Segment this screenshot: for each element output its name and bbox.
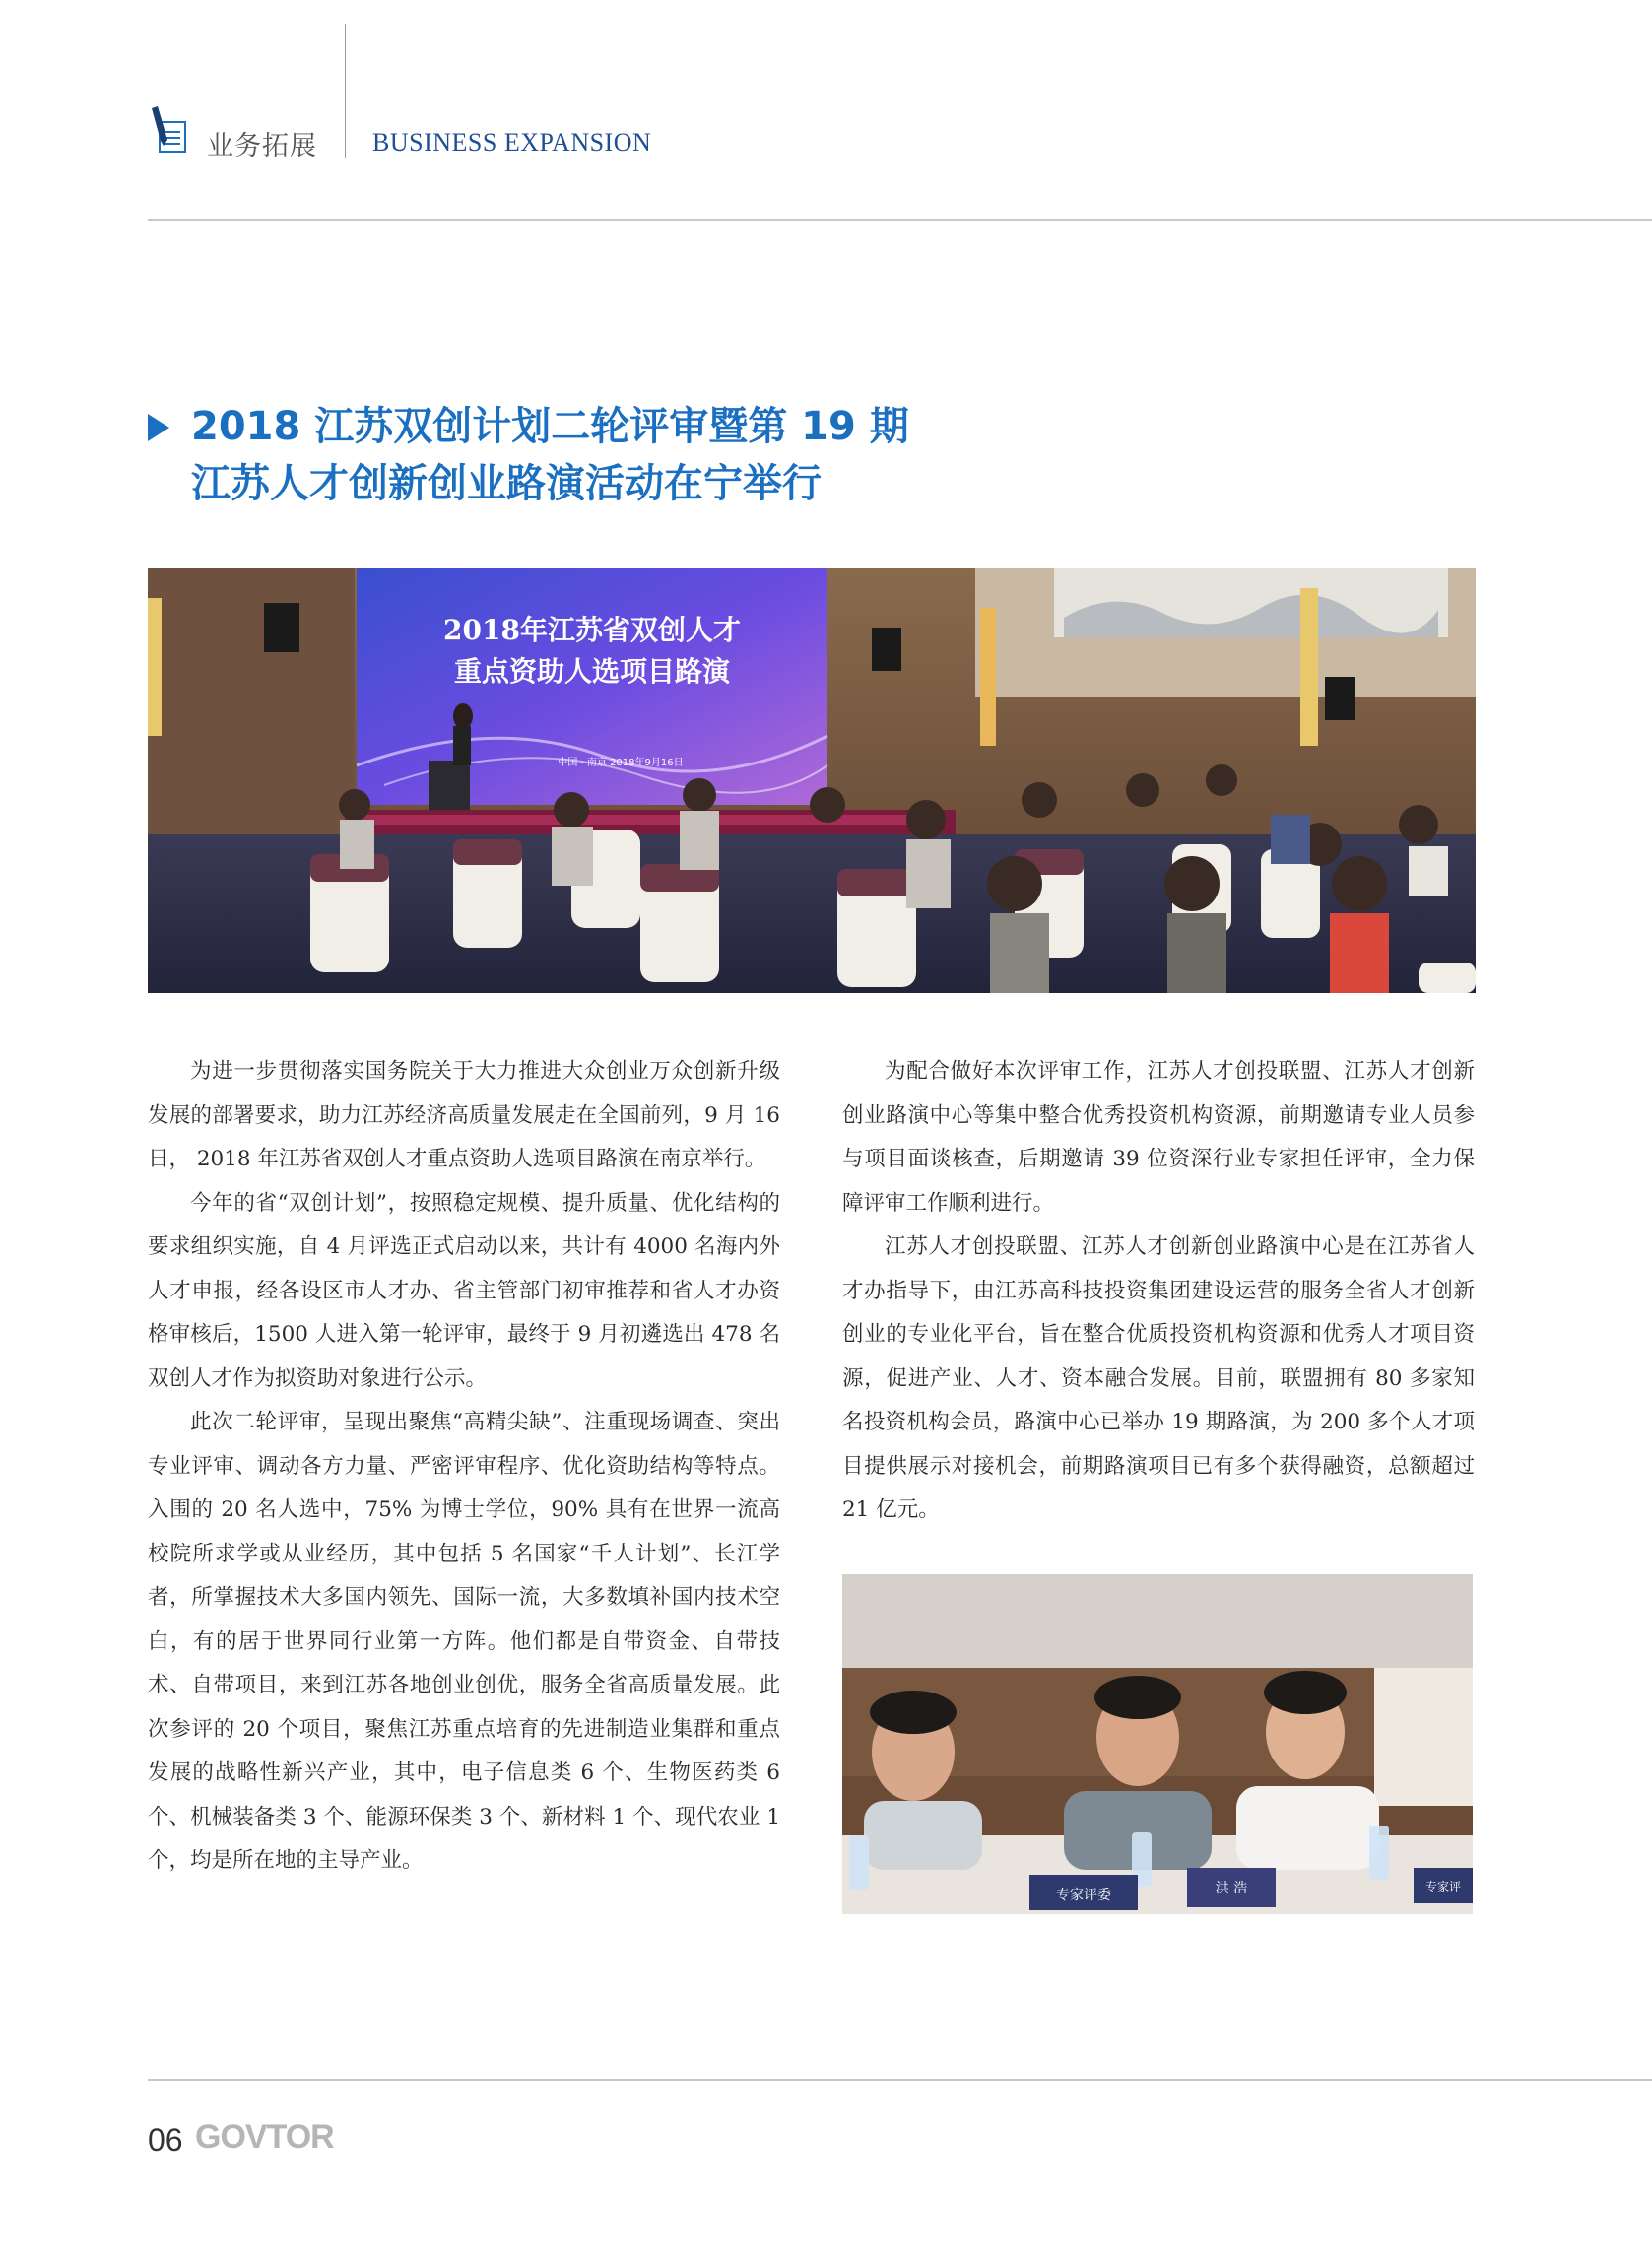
header-rule [148, 219, 1652, 221]
screen-subtitle: 中国 · 南京 2018年9月16日 [558, 758, 684, 768]
footer-rule [148, 2079, 1652, 2081]
article-body-right [842, 1050, 1475, 1533]
roadshow-hall-photo [148, 568, 1476, 993]
paragraph: 为进一步贯彻落实国务院关于大力推进大众创业万众创新升级发展的部署要求，助力江苏经济高质量发展走在全国前列，9 月 16 日， 2018 年江苏省双创人才重点资助人选项目路演在南京举行。 [148, 1059, 780, 1171]
section-title-en: BUSINESS EXPANSION [372, 128, 652, 157]
pen-notebook-icon [148, 106, 189, 158]
section-title-cn: 业务拓展 [207, 131, 317, 162]
name-plate-left: 专家评委 [1056, 1888, 1111, 1903]
article-body-left [148, 1050, 780, 1884]
article-title [191, 398, 909, 512]
paragraph: 江苏人才创投联盟、江苏人才创新创业路演中心是在江苏省人才办指导下，由江苏高科技投资集团建设运营的服务全省人才创新创业的专业化平台，旨在整合优质投资机构资源和优秀人才项目资源，促进产业、人才、资本融合发展。目前，联盟拥有 80 多家知名投资机构会员，路演中心已举办 19 期路演，为 200 多个人才项目提供展示对接机会，前期路演项目已有多个获得融资，总额超过 21 亿元。 [842, 1234, 1475, 1522]
article-title-line-1: 2018 江苏双创计划二轮评审暨第 19 期 [191, 404, 909, 449]
title-arrow-icon [148, 414, 169, 441]
paragraph: 今年的省“双创计划”，按照稳定规模、提升质量、优化结构的要求组织实施，自 4 月评选正式启动以来，共计有 4000 名海内外人才申报，经各设区市人才办、省主管部门初审推荐和省人才办资格审核后，1500 人进入第一轮评审，最终于 9 月初遴选出 478 名双创人才作为拟资助对象进行公示。 [148, 1190, 780, 1391]
name-plate-middle: 洪 浩 [1215, 1881, 1248, 1896]
page-number: 06 [148, 2122, 183, 2157]
article-title-line-2: 江苏人才创新创业路演活动在宁举行 [191, 461, 822, 506]
screen-line-1: 2018年江苏省双创人才 [443, 614, 741, 646]
name-plate-right: 专家评 [1424, 1880, 1462, 1893]
screen-line-2: 重点资助人选项目路演 [453, 655, 731, 688]
paragraph: 此次二轮评审，呈现出聚焦“高精尖缺”、注重现场调查、突出专业评审、调动各方力量、严密评审程序、优化资助结构等特点。入围的 20 名人选中，75% 为博士学位，90% 具有在世界一流高校院所求学或从业经历，其中包括 5 名国家“千人计划”、长江学者，所掌握技术大多国内领先、国际一流，大多数填补国内技术空白，有的居于世界同行业第一方阵。他们都是自带资金、自带技术、自带项目，来到江苏各地创业创优，服务全省高质量发展。此次参评的 20 个项目，聚焦江苏重点培育的先进制造业集群和重点发展的战略性新兴产业，其中，电子信息类 6 个、生物医药类 6 个、机械装备类 3 个、能源环保类 3 个、新材料 1 个、现代农业 1 个，均是所在地的主导产业。 [148, 1410, 780, 1873]
header-divider [345, 24, 346, 158]
expert-judges-photo [842, 1574, 1473, 1914]
paragraph: 为配合做好本次评审工作，江苏人才创投联盟、江苏人才创新创业路演中心等集中整合优秀投资机构资源，前期邀请专业人员参与项目面谈核查，后期邀请 39 位资深行业专家担任评审，全力保障评审工作顺利进行。 [842, 1059, 1475, 1216]
magazine-brand: GOVTOR [195, 2118, 334, 2156]
